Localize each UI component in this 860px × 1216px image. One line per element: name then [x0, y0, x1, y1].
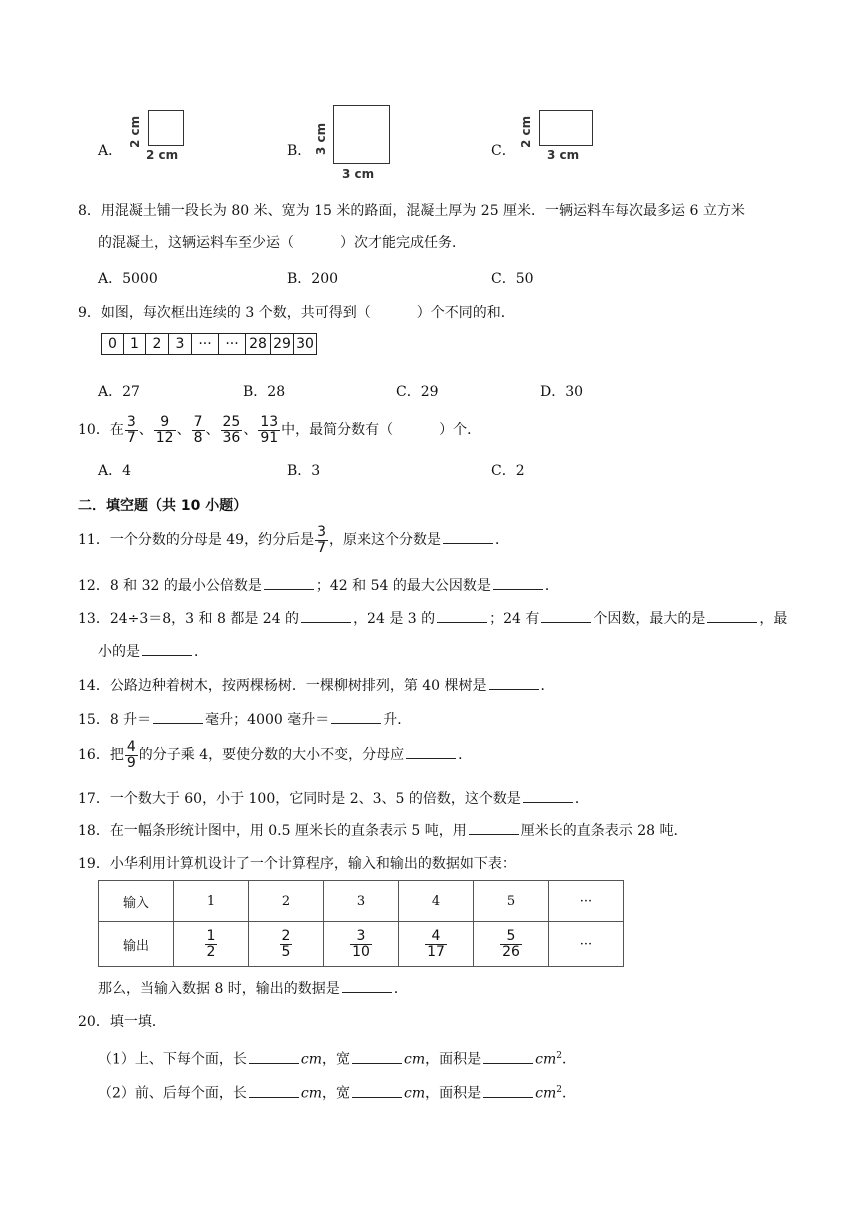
- answer-blank[interactable]: [264, 575, 314, 590]
- number-cell: 0: [102, 334, 124, 355]
- fraction: $\frac{7}{8}$: [193, 413, 203, 446]
- q8-option-c: C．50: [491, 271, 534, 287]
- square-figure: [333, 105, 390, 164]
- q8-option-a: A．5000: [98, 271, 158, 287]
- output-cell: $\frac{3}{10}$: [324, 922, 399, 967]
- q10-option-a: A．4: [98, 463, 132, 479]
- output-cell: $\frac{4}{17}$: [399, 922, 474, 967]
- bottom-dimension: 3 cm: [547, 148, 580, 162]
- answer-blank[interactable]: [249, 1083, 299, 1098]
- answer-blank[interactable]: [437, 608, 487, 623]
- output-cell: $\frac{5}{26}$: [474, 922, 549, 967]
- side-dimension: 3 cm: [314, 122, 328, 155]
- input-cell: ···: [549, 881, 624, 922]
- q18: 18．在一幅条形统计图中，用 0.5 厘米长的直条表示 5 吨，用 厘米长的直条表示 28 吨．: [78, 820, 688, 841]
- q10-option-b: B．3: [287, 463, 321, 479]
- answer-blank[interactable]: [142, 641, 192, 656]
- answer-blank[interactable]: [301, 608, 351, 623]
- output-cell: ···: [549, 922, 624, 967]
- answer-blank[interactable]: [406, 744, 456, 759]
- bottom-dimension: 2 cm: [146, 148, 179, 162]
- ellipsis-cell: ···: [192, 334, 219, 355]
- q19-question: 19．小华利用计算机设计了一个计算程序，输入和输出的数据如下表：: [78, 856, 516, 872]
- answer-blank[interactable]: [523, 788, 573, 803]
- input-cell: 2: [249, 881, 324, 922]
- bottom-dimension: 3 cm: [342, 167, 375, 181]
- input-cell: 1: [174, 881, 249, 922]
- q11: 11．一个分数的分母是 49，约分后是 $\frac{3}{7}$ ，原来这个分数是 ．: [78, 523, 510, 556]
- q8-option-b: B．200: [287, 271, 339, 287]
- answer-blank[interactable]: [153, 709, 203, 724]
- q10-option-c: C．2: [491, 463, 525, 479]
- option-label: B．: [287, 143, 312, 159]
- answer-blank[interactable]: [352, 1049, 402, 1064]
- answer-blank[interactable]: [249, 1049, 299, 1064]
- fraction: $\frac{3}{7}$: [126, 413, 136, 446]
- side-dimension: 2 cm: [128, 115, 142, 148]
- q20-title: 20．填一填．: [78, 1014, 166, 1030]
- q12: 12．8 和 32 的最小公倍数是 ；42 和 54 的最大公因数是 ．: [78, 575, 559, 596]
- output-cell: $\frac{1}{2}$: [174, 922, 249, 967]
- q10-question: 10．在 $\frac{3}{7}$ 、 $\frac{9}{12}$ 、 $\frac{7}{8}$ 、 $\frac{25}{36}$ 、 $\frac{13}{91}$ 中，最简分数有（ ）个．: [78, 413, 482, 446]
- q9-option-c: C．29: [396, 384, 439, 400]
- answer-blank[interactable]: [483, 1049, 533, 1064]
- q20-sub2: （2）前、后每个面，长 cm，宽 cm，面积是 $cm^2$．: [98, 1080, 576, 1104]
- q9-option-b: B．28: [243, 384, 286, 400]
- number-cell: 2: [146, 334, 169, 355]
- section-heading: 二．填空题（共 10 小题）: [78, 498, 248, 514]
- fraction: $\frac{3}{7}$: [317, 523, 327, 556]
- q19-followup: 那么，当输入数据 8 时，输出的数据是 ．: [98, 978, 408, 999]
- number-cell: 28: [246, 334, 271, 355]
- square-figure: [148, 110, 184, 146]
- answer-blank[interactable]: [443, 529, 493, 544]
- q8-line1: 8．用混凝土铺一段长为 80 米、宽为 15 米的路面，混凝土厚为 25 厘米．一辆运料车每次最多运 6 立方米: [78, 203, 745, 219]
- row-header: 输入: [99, 881, 174, 922]
- number-cell: 29: [271, 334, 294, 355]
- answer-blank[interactable]: [707, 608, 757, 623]
- answer-blank[interactable]: [489, 675, 539, 690]
- q20-sub1: （1）上、下每个面，长 cm，宽 cm，面积是 $cm^2$．: [98, 1046, 576, 1070]
- answer-blank[interactable]: [541, 608, 591, 623]
- q13-line1: 13．24÷3＝8，3 和 8 都是 24 的 ，24 是 3 的 ；24 有 个因数，最大的是 ，最: [78, 608, 787, 629]
- option-label: A．: [98, 143, 123, 159]
- option-label: C．: [491, 143, 516, 159]
- input-cell: 3: [324, 881, 399, 922]
- q9-option-d: D．30: [540, 384, 584, 400]
- q16: 16．把 $\frac{4}{9}$ 的分子乘 4，要使分数的大小不变，分母应 ．: [78, 738, 473, 771]
- q15: 15．8 升＝ 毫升；4000 毫升＝ 升．: [78, 709, 411, 730]
- answer-blank[interactable]: [469, 820, 519, 835]
- rectangle-figure: [539, 110, 593, 146]
- number-cell: 3: [169, 334, 192, 355]
- io-table: [98, 880, 624, 967]
- fraction: $\frac{4}{9}$: [126, 738, 136, 771]
- answer-blank[interactable]: [342, 978, 392, 993]
- answer-blank[interactable]: [493, 575, 543, 590]
- side-dimension: 2 cm: [519, 115, 533, 148]
- fraction: $\frac{25}{36}$: [222, 413, 241, 446]
- answer-blank[interactable]: [352, 1083, 402, 1098]
- q13-line2: 小的是 ．: [98, 641, 208, 662]
- output-cell: $\frac{2}{5}$: [249, 922, 324, 967]
- q8-line2: 的混凝土，这辆运料车至少运（ ）次才能完成任务．: [98, 235, 466, 251]
- q14: 14．公路边种着树木，按两棵杨树．一棵柳树排列，第 40 棵树是 ．: [78, 675, 555, 696]
- fraction: $\frac{9}{12}$: [155, 413, 174, 446]
- row-header: 输出: [99, 922, 174, 967]
- number-cell: 1: [124, 334, 146, 355]
- input-cell: 5: [474, 881, 549, 922]
- number-strip: [101, 333, 317, 355]
- q9-question: 9．如图，每次框出连续的 3 个数，共可得到（ ）个不同的和．: [78, 305, 515, 321]
- q17: 17．一个数大于 60，小于 100，它同时是 2、3、5 的倍数，这个数是 ．: [78, 788, 589, 809]
- fraction: $\frac{13}{91}$: [260, 413, 279, 446]
- answer-blank[interactable]: [483, 1083, 533, 1098]
- ellipsis-cell: ···: [219, 334, 246, 355]
- input-cell: 4: [399, 881, 474, 922]
- q9-option-a: A．27: [98, 384, 140, 400]
- answer-blank[interactable]: [331, 709, 381, 724]
- number-cell: 30: [294, 334, 317, 355]
